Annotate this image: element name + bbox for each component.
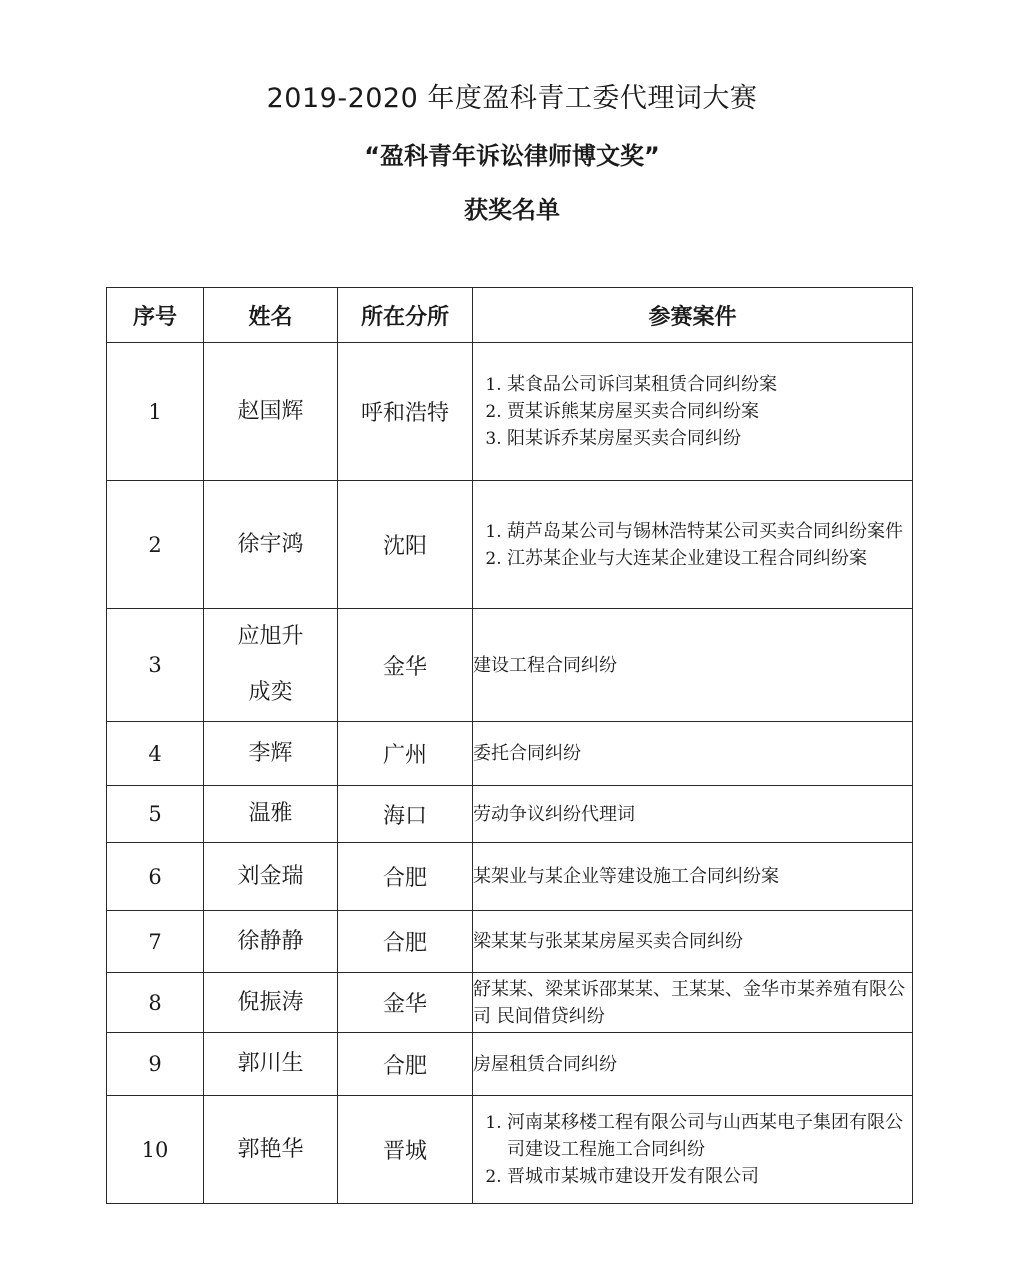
cell-cases [473, 1096, 913, 1204]
cell-cases [473, 1033, 913, 1096]
cell-cases [473, 609, 913, 722]
table-body [107, 343, 913, 1204]
winner-name: 徐静静 [237, 928, 304, 954]
case-item: 2. 贾某诉熊某房屋买卖合同纠纷案 [507, 398, 912, 425]
case-list [473, 518, 912, 572]
winner-name: 郭艳华 [237, 1136, 304, 1162]
cell-name [204, 343, 338, 481]
case-item: 房屋租赁合同纠纷 [473, 1053, 617, 1075]
list-title: 获奖名单 [464, 196, 560, 224]
cell-number: 3 [107, 609, 204, 722]
case-list [473, 371, 912, 452]
case-list [473, 1109, 912, 1190]
cell-name [204, 609, 338, 722]
table-row [107, 843, 913, 911]
case-item: 某架业与某企业等建设施工合同纠纷案 [473, 866, 779, 887]
column-header-number: 序号 [107, 288, 204, 343]
cell-cases [473, 911, 913, 973]
winner-name: 李辉 [248, 740, 293, 766]
cell-number: 7 [107, 911, 204, 973]
cell-number: 10 [107, 1096, 204, 1204]
cell-cases [473, 343, 913, 481]
award-name: “盈科青年诉讼律师博文奖” [364, 142, 660, 170]
case-item: 1. 某食品公司诉闫某租赁合同纠纷案 [507, 371, 912, 398]
winner-name: 成奕 [248, 680, 293, 705]
cell-office: 沈阳 [338, 481, 473, 609]
case-item: 2. 江苏某企业与大连某企业建设工程合同纠纷案 [507, 545, 912, 572]
cell-office: 海口 [338, 786, 473, 843]
cell-number: 4 [107, 722, 204, 786]
cell-office: 金华 [338, 609, 473, 722]
table-row [107, 609, 913, 722]
cell-number: 1 [107, 343, 204, 481]
column-header-name: 姓名 [204, 288, 338, 343]
table-row [107, 973, 913, 1033]
cell-name [204, 1096, 338, 1204]
table-row [107, 481, 913, 609]
cell-name [204, 973, 338, 1033]
cell-office: 晋城 [338, 1096, 473, 1204]
cell-name [204, 1033, 338, 1096]
case-item: 梁某某与张某某房屋买卖合同纠纷 [473, 931, 743, 952]
cell-name [204, 911, 338, 973]
cell-cases [473, 843, 913, 911]
cell-number: 9 [107, 1033, 204, 1096]
winner-name: 赵国辉 [237, 398, 304, 424]
winner-name: 刘金瑞 [237, 863, 304, 889]
cell-office: 合肥 [338, 1033, 473, 1096]
table-header-row [107, 288, 913, 343]
cell-name [204, 843, 338, 911]
case-item: 1. 河南某移楼工程有限公司与山西某电子集团有限公司建设工程施工合同纠纷 [507, 1109, 912, 1163]
cell-number: 2 [107, 481, 204, 609]
document-title: 2019-2020 年度盈科青工委代理词大赛 [266, 83, 758, 114]
case-item: 1. 葫芦岛某公司与锡林浩特某公司买卖合同纠纷案件 [507, 518, 912, 545]
case-item: 3. 阳某诉乔某房屋买卖合同纠纷 [507, 425, 912, 452]
cell-cases [473, 973, 913, 1033]
case-item: 舒某某、梁某诉邵某某、王某某、金华市某养殖有限公司 民间借贷纠纷 [473, 978, 905, 1027]
column-header-cases: 参赛案件 [473, 288, 913, 343]
case-item: 2. 晋城市某城市建设开发有限公司 [507, 1163, 912, 1190]
table-row [107, 1033, 913, 1096]
winners-table [106, 287, 913, 1204]
cell-name [204, 722, 338, 786]
winner-name: 温雅 [248, 801, 293, 826]
cell-cases [473, 722, 913, 786]
table-row [107, 1096, 913, 1204]
table-row [107, 722, 913, 786]
cell-office: 合肥 [338, 911, 473, 973]
table-row [107, 911, 913, 973]
table-row [107, 786, 913, 843]
cell-name [204, 481, 338, 609]
cell-cases [473, 786, 913, 843]
case-item: 建设工程合同纠纷 [473, 654, 617, 676]
cell-number: 6 [107, 843, 204, 911]
case-item: 劳动争议纠纷代理词 [473, 803, 635, 825]
cell-office: 金华 [338, 973, 473, 1033]
cell-cases [473, 481, 913, 609]
table-row [107, 343, 913, 481]
column-header-office: 所在分所 [338, 288, 473, 343]
winner-name: 郭川生 [237, 1051, 304, 1076]
case-item: 委托合同纠纷 [473, 743, 581, 764]
cell-office: 合肥 [338, 843, 473, 911]
winner-name: 应旭升 [237, 624, 304, 649]
cell-number: 5 [107, 786, 204, 843]
cell-number: 8 [107, 973, 204, 1033]
cell-office: 广州 [338, 722, 473, 786]
winner-name: 徐宇鸿 [237, 531, 304, 557]
cell-office: 呼和浩特 [338, 343, 473, 481]
cell-name [204, 786, 338, 843]
winner-name: 倪振涛 [237, 989, 304, 1015]
